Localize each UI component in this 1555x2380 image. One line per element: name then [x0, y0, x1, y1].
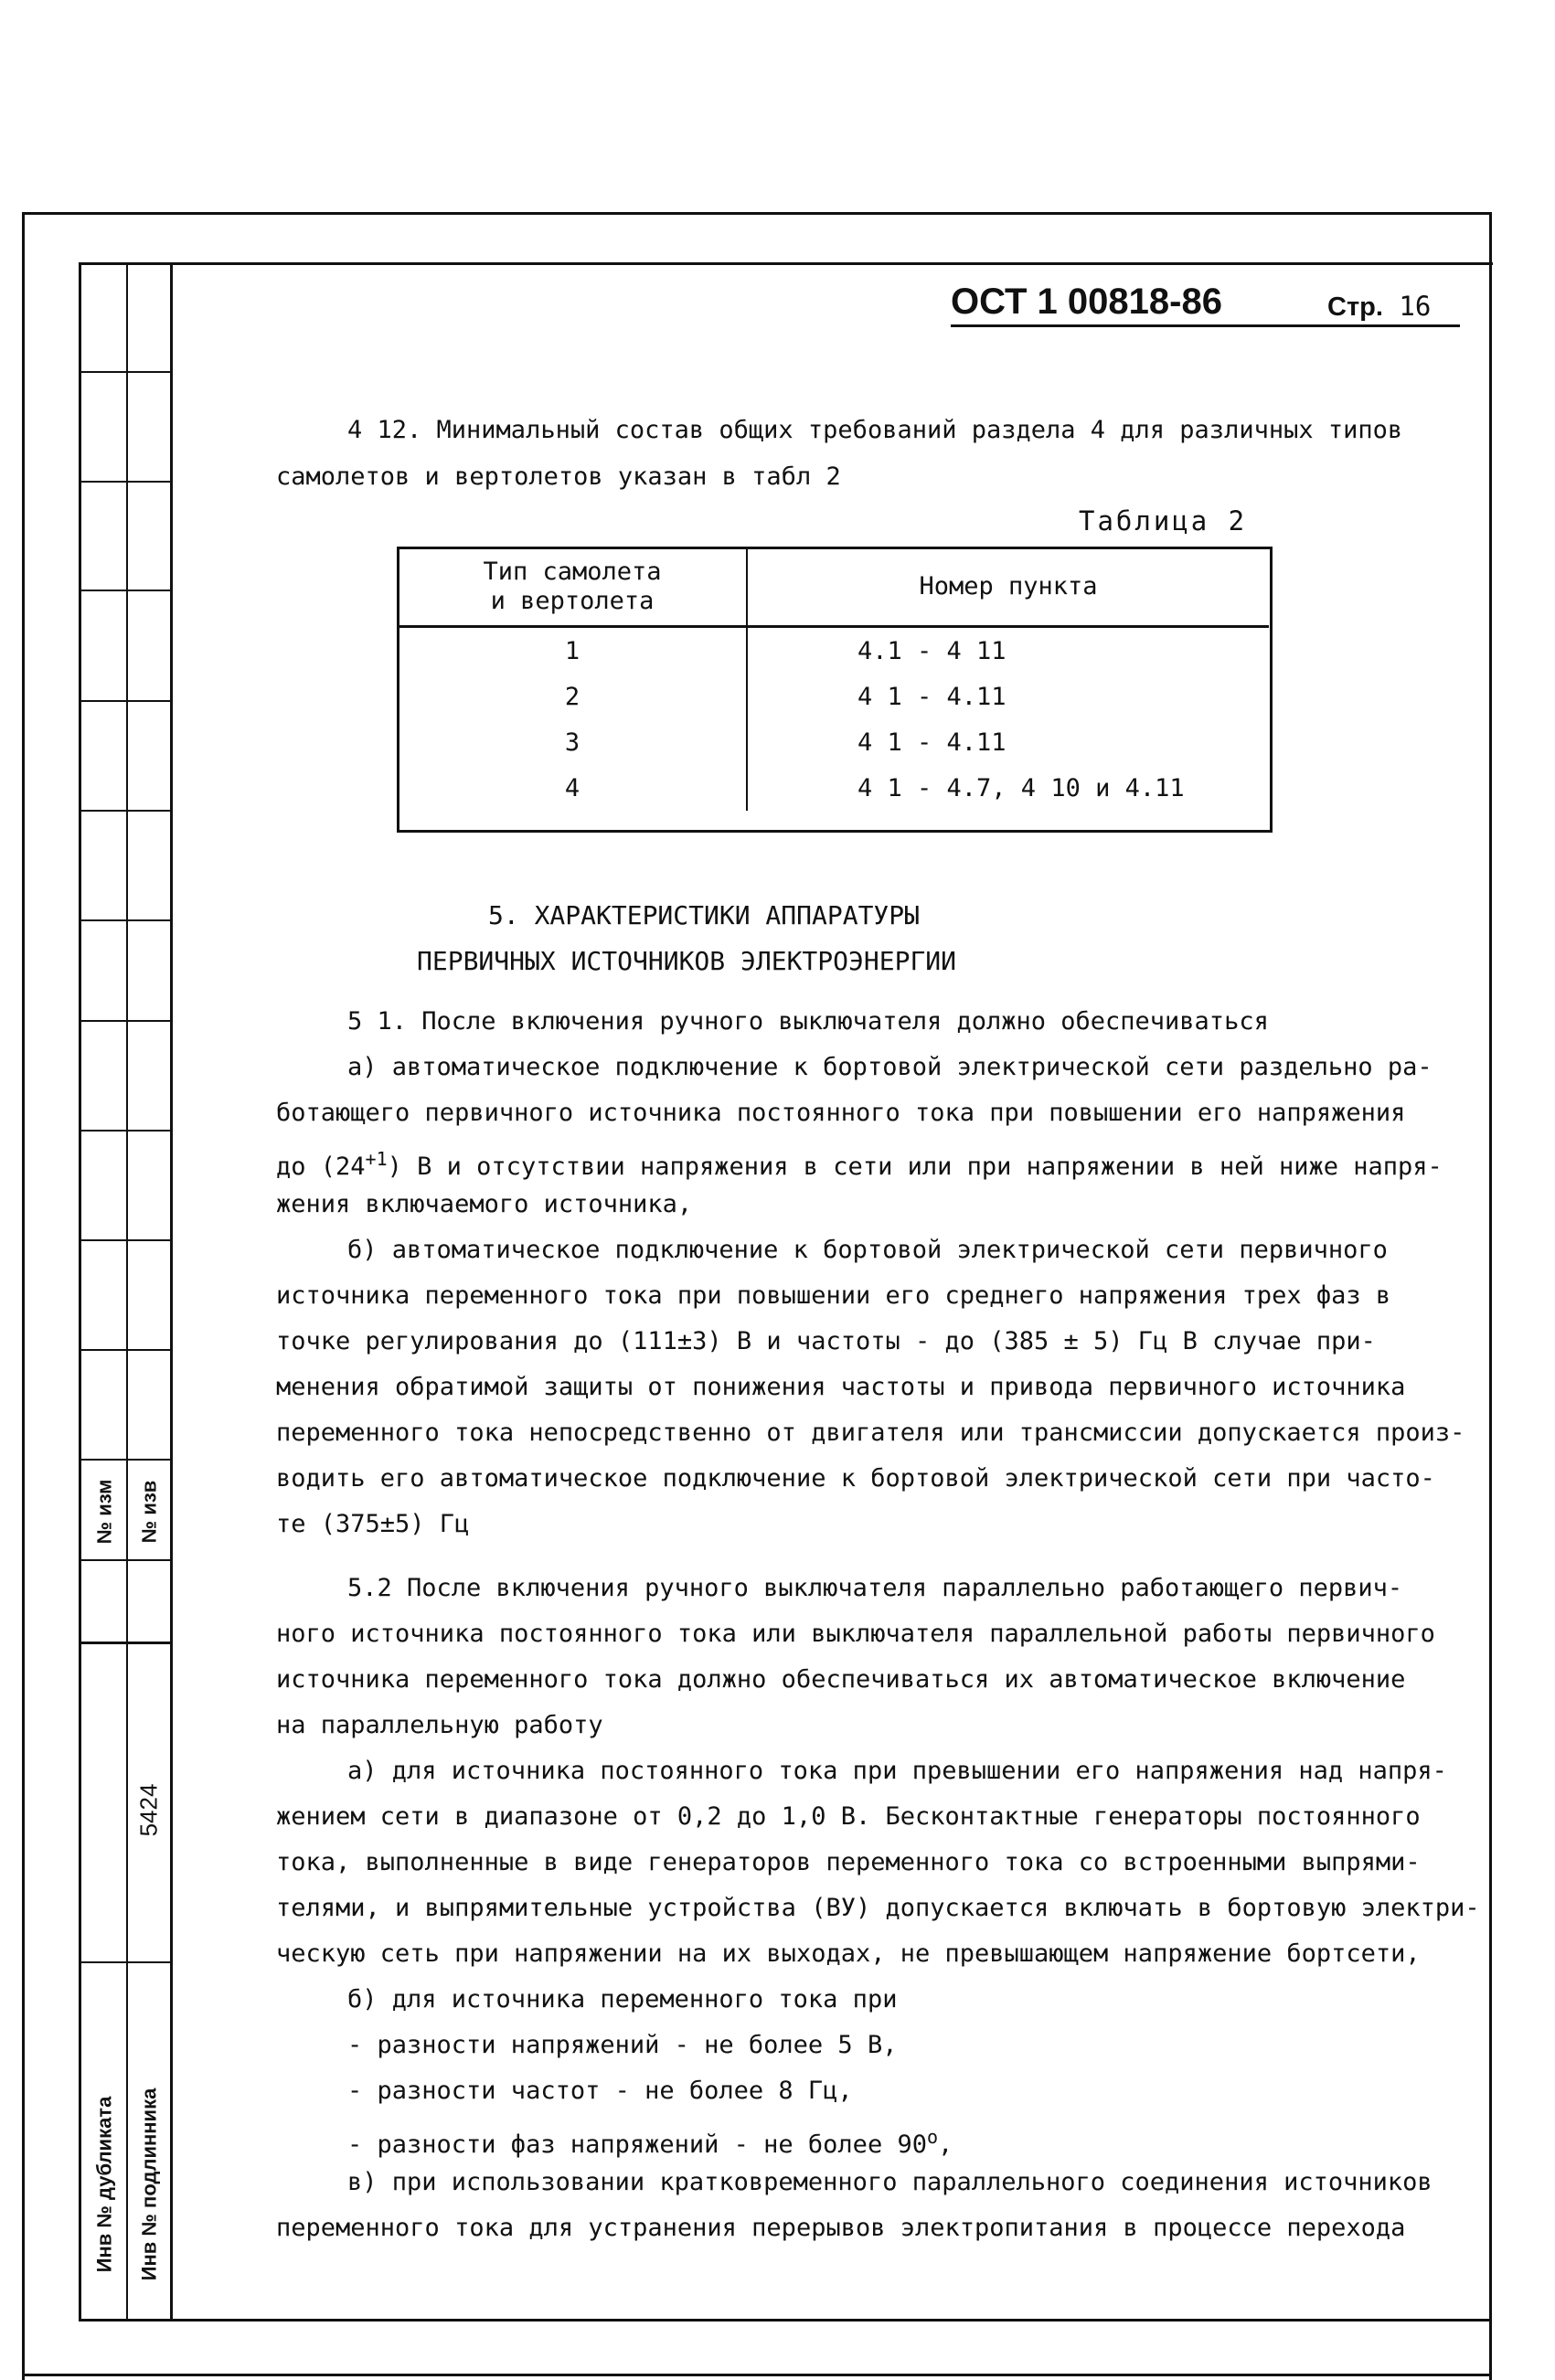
cell-type: 1 — [399, 627, 747, 675]
stamp-inv-podl-value: 5424 — [134, 1783, 163, 1836]
p412-line2: самолетов и вертолетов указан в табл 2 — [276, 462, 841, 491]
frame-bottom — [22, 2374, 1492, 2376]
stamp-h13 — [79, 1642, 171, 1644]
table-header-items: Номер пункта — [747, 548, 1269, 627]
stamp-h1 — [79, 371, 171, 373]
p52-line4: на параллельную работу — [276, 1711, 603, 1739]
page-label: Стр. — [1327, 292, 1383, 322]
stamp-h7 — [79, 1020, 171, 1022]
table-row — [399, 765, 1269, 811]
p51b-line1: б) автоматическое подключение к бортовой электрической сети первичного — [347, 1236, 1388, 1264]
stamp-h3 — [79, 590, 171, 591]
stamp-h5 — [79, 810, 171, 812]
p52a-line4: телями, и выпрямительные устройства (ВУ) допускается включать в бортовую электри- — [276, 1894, 1480, 1922]
p51b-line3: точке регулирования до (111±3) В и частоты - до (385 ± 5) Гц В случае при- — [276, 1327, 1376, 1355]
cell-items: 4 1 - 4.11 — [857, 682, 1006, 711]
doc-code: ОСТ 1 00818-86 — [951, 282, 1222, 322]
table-row — [399, 627, 1269, 675]
voltage-suffix: ) В и отсутствии напряжения в сети или при напряжении в ней ниже напря- — [387, 1153, 1443, 1181]
section5-title-line1: 5. ХАРАКТЕРИСТИКИ АППАРАТУРЫ — [488, 900, 921, 930]
p51b-line6: водить его автоматическое подключение к бортовой электрической сети при часто- — [276, 1464, 1435, 1493]
stamp-h10 — [79, 1349, 171, 1351]
p52b-item1: - разности напряжений - не более 5 В, — [347, 2031, 898, 2059]
stamp-h12 — [79, 1559, 171, 1561]
p52a-line3: тока, выполненные в виде генераторов переменного тока со встроенными выпрями- — [276, 1848, 1421, 1876]
stamp-h9 — [79, 1239, 171, 1241]
stamp-h6 — [79, 919, 171, 921]
table-header-row — [399, 548, 1269, 627]
p52b-item2: - разности частот - не более 8 Гц, — [347, 2077, 853, 2105]
p52-line1: 5.2 После включения ручного выключателя параллельно работающего первич- — [347, 1574, 1403, 1602]
header-underline — [951, 324, 1460, 327]
voltage-prefix: до (24 — [276, 1153, 366, 1181]
inner-top — [79, 262, 1493, 265]
p52v-line2: переменного тока для устранения перерывов электропитания в процессе перехода — [276, 2214, 1406, 2242]
p52b-item3 — [347, 2123, 953, 2159]
cell-type: 3 — [399, 719, 747, 765]
p52a-line2: жением сети в диапазоне от 0,2 до 1,0 В. Бесконтактные генераторы постоянного — [276, 1802, 1421, 1831]
degree-sign: о — [926, 2126, 939, 2148]
stamp-inv-dubl: Инв № дубликата — [92, 2096, 116, 2273]
frame-left — [22, 212, 25, 2380]
voltage-tolerance: +1 — [365, 1148, 388, 1170]
section5-title-line2: ПЕРВИЧНЫХ ИСТОЧНИКОВ ЭЛЕКТРОЭНЕРГИИ — [417, 946, 957, 976]
stamp-h14 — [79, 1961, 171, 1963]
p51b-line4: менения обратимой защиты от понижения частоты и привода первичного источника — [276, 1373, 1406, 1401]
p52a-line1: а) для источника постоянного тока при превышении его напряжения над напря- — [347, 1757, 1447, 1785]
cell-items: 4 1 - 4.11 — [857, 728, 1006, 757]
p51a-line4: жения включаемого источника, — [276, 1190, 693, 1218]
stamp-h11 — [79, 1459, 171, 1461]
p52v-line1: в) при использовании кратковременного параллельного соединения источников — [347, 2168, 1433, 2196]
table-header-type — [399, 548, 747, 627]
stamp-izv: № изв — [137, 1480, 160, 1544]
stamp-izm: № изм — [92, 1479, 116, 1545]
frame-top — [22, 212, 1492, 215]
header-type-line1: Тип самолета — [483, 558, 662, 586]
cell-type: 4 — [399, 765, 747, 811]
inner-bottom — [79, 2319, 1492, 2322]
stamp-h8 — [79, 1130, 171, 1132]
p51a-line: а) автоматическое подключение к бортовой электрической сети раздельно ра- — [347, 1053, 1433, 1081]
p412-line1: 4 12. Минимальный состав общих требований раздела 4 для различных типов — [347, 416, 1403, 444]
inner-left — [79, 262, 81, 2322]
inner-right — [1489, 262, 1492, 2322]
p51-line: 5 1. После включения ручного выключателя должно обеспечиваться — [347, 1007, 1269, 1036]
p51a-line2: ботающего первичного источника постоянного тока при повышении его напряжения — [276, 1099, 1406, 1127]
p52a-line5: ческую сеть при напряжении на их выходах, не превышающем напряжение бортсети, — [276, 1939, 1421, 1968]
stamp-h2 — [79, 481, 171, 483]
p52b-line1: б) для источника переменного тока при — [347, 1985, 898, 2013]
page-number-value: 16 — [1399, 291, 1432, 322]
cell-type: 2 — [399, 674, 747, 719]
cell-items: 4 1 - 4.7, 4 10 и 4.11 — [857, 773, 1185, 802]
table-row — [399, 719, 1269, 765]
phase-suffix: , — [938, 2130, 953, 2159]
p51a-line3 — [276, 1145, 1443, 1181]
stamp-h4 — [79, 700, 171, 702]
table-title: Таблица 2 — [1079, 505, 1248, 537]
table-row — [399, 674, 1269, 719]
stamp-inv-podl: Инв № подлинника — [137, 2088, 160, 2281]
stamp-col-right — [170, 262, 173, 2322]
table-2 — [399, 548, 1269, 811]
cell-items: 4.1 - 4 11 — [857, 636, 1006, 665]
p52-line2: ного источника постоянного тока или выключателя параллельной работы первичного — [276, 1620, 1435, 1648]
p51b-line2: источника переменного тока при повышении его среднего напряжения трех фаз в — [276, 1281, 1391, 1310]
phase-prefix: - разности фаз напряжений - не более 90 — [347, 2130, 927, 2159]
p52-line3: источника переменного тока должно обеспечиваться их автоматическое включение — [276, 1665, 1406, 1694]
header-type-line2: и вертолета — [490, 587, 655, 615]
p51b-line7: те (375±5) Гц — [276, 1510, 470, 1538]
p51b-line5: переменного тока непосредственно от двигателя или трансмиссии допускается произ- — [276, 1418, 1465, 1447]
stamp-col-divider — [126, 262, 128, 2322]
page-number — [1327, 291, 1431, 323]
